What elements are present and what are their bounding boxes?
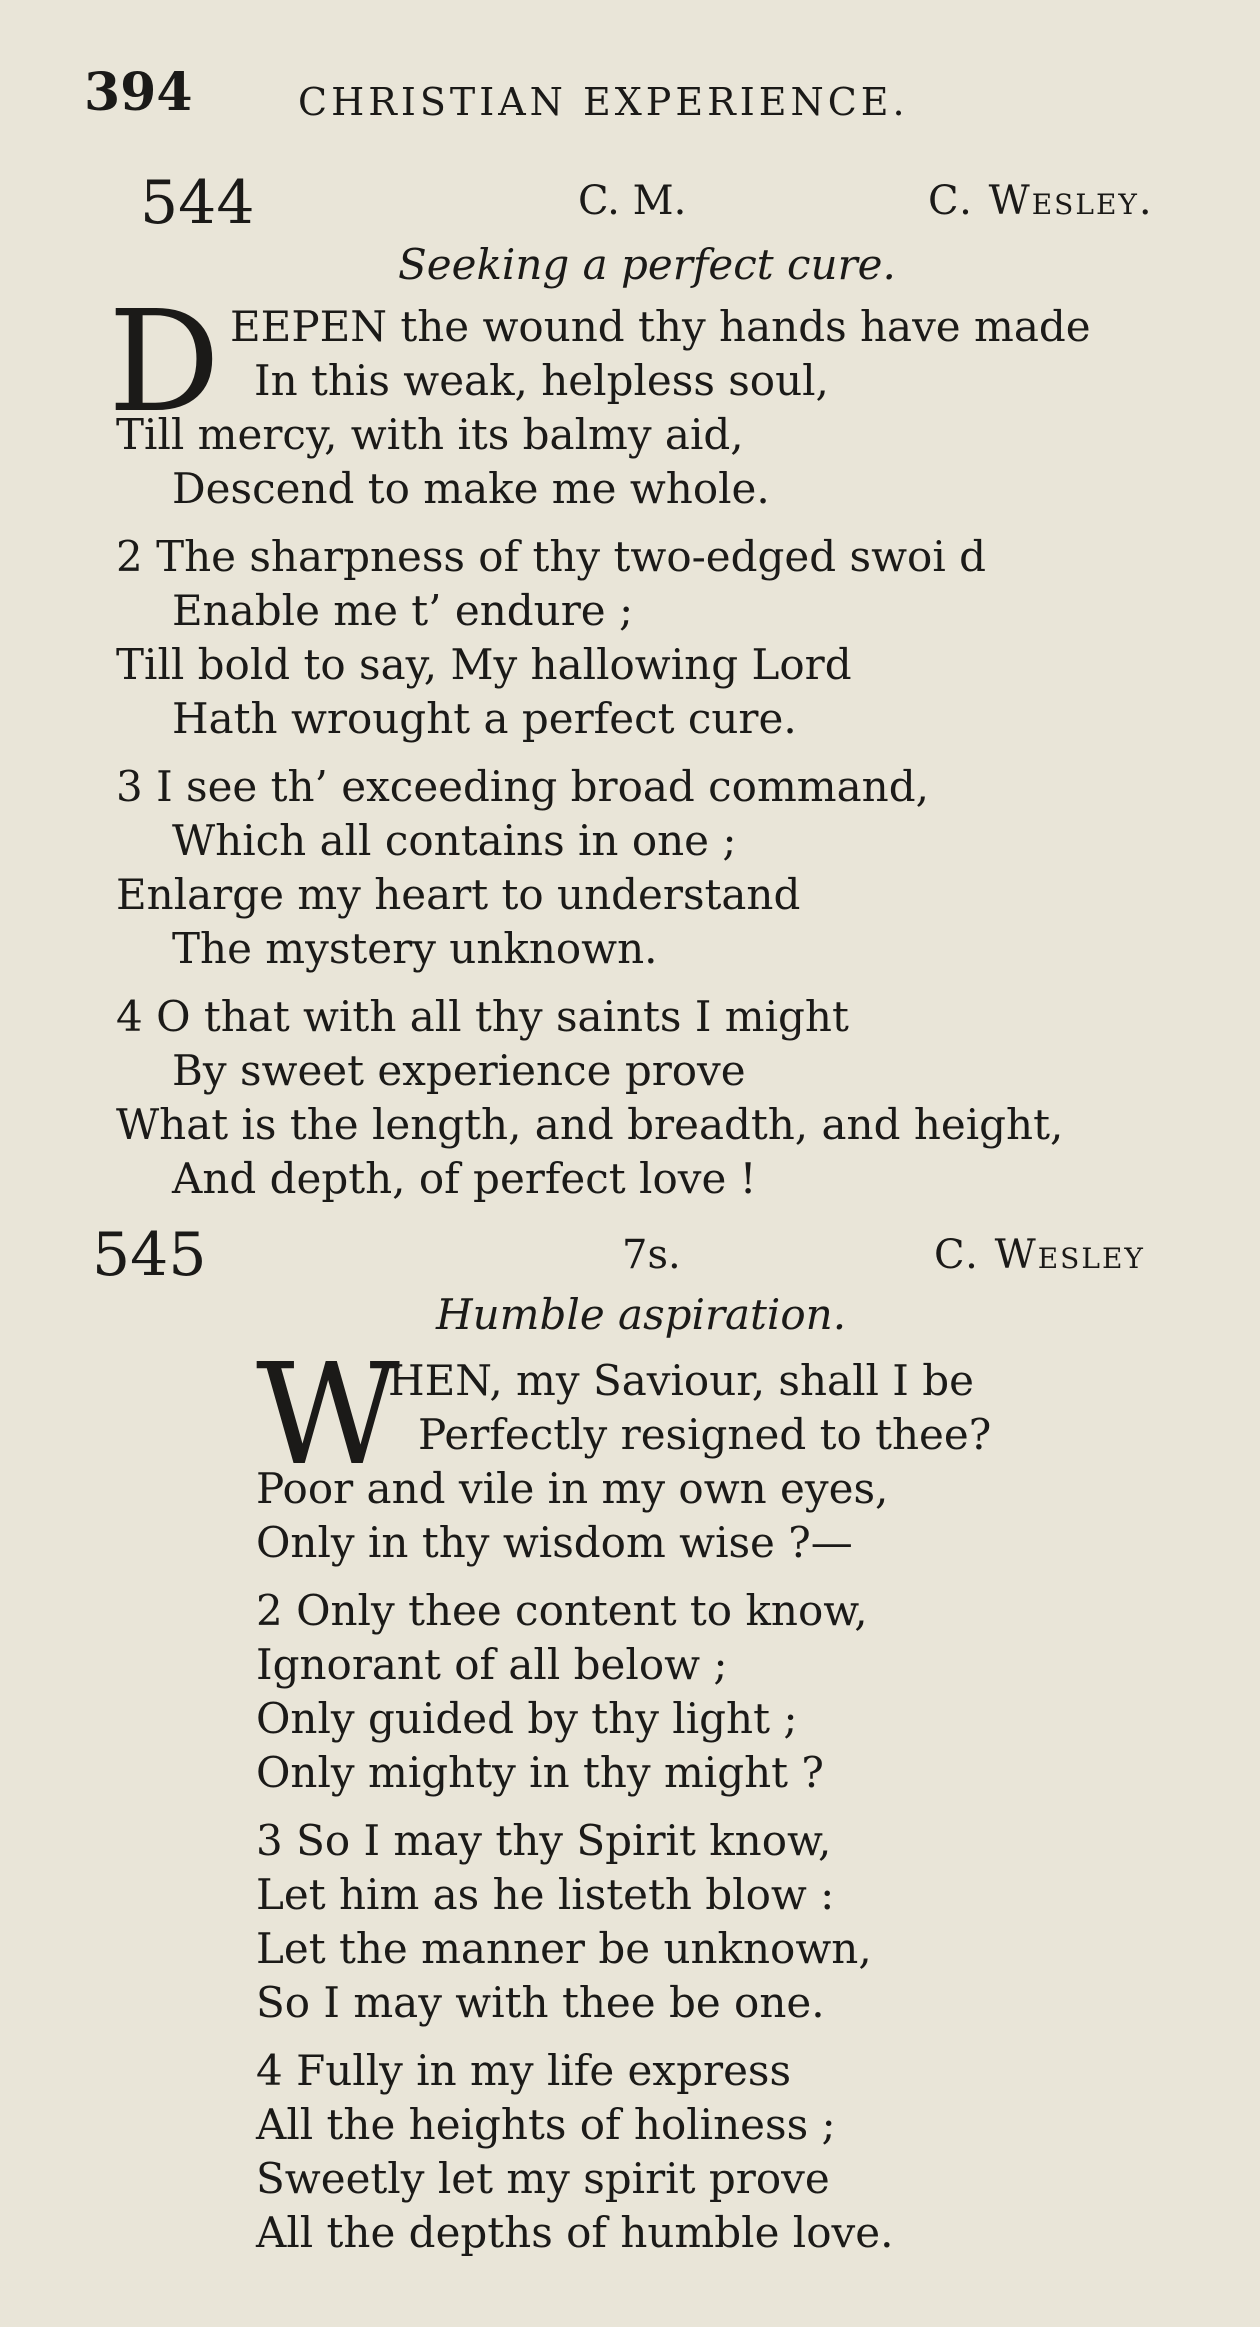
hymn-line: All the heights of holiness ; [256,2100,836,2149]
hymn-line: In this weak, helpless soul, [254,356,829,405]
hymn-line: Hath wrought a perfect cure. [172,694,797,743]
hymn-line: HEN, my Saviour, shall I be [388,1356,974,1405]
hymn-author: C. Wesley [934,1232,1145,1278]
hymn-line: All the depths of humble love. [256,2208,894,2257]
hymn-line: 3 So I may thy Spirit know, [256,1816,832,1865]
hymn-meter: C. M. [578,178,687,224]
hymn-author: C. Wesley. [928,178,1154,224]
hymn-line: Enable me t’ endure ; [172,586,634,635]
hymn-line: By sweet experience prove [172,1046,746,1095]
hymn-line: Which all contains in one ; [172,816,737,865]
running-title: CHRISTIAN EXPERIENCE. [298,80,909,124]
hymn-line: The mystery unknown. [172,924,658,973]
hymn-subtitle: Seeking a perfect cure. [398,240,896,289]
hymn-line: So I may with thee be one. [256,1978,825,2027]
hymn-line: Perfectly resigned to thee? [418,1410,992,1459]
drop-cap: D [108,281,221,444]
hymn-line: 2 The sharpness of thy two-edged swoi d [116,532,986,581]
drop-cap: W [256,1334,400,1497]
hymn-line: Only guided by thy light ; [256,1694,798,1743]
hymn-number: 544 [140,168,255,238]
hymn-line: Let him as he listeth blow : [256,1870,835,1919]
hymn-line: 4 Fully in my life express [256,2046,792,2095]
hymn-line: EEPEN the wound thy hands have made [230,302,1091,351]
hymn-subtitle: Humble aspiration. [436,1290,847,1339]
hymn-line: Till bold to say, My hallowing Lord [116,640,852,689]
hymn-line: Descend to make me whole. [172,464,770,513]
hymn-line: Till mercy, with its balmy aid, [116,410,744,459]
hymn-line: Only in thy wisdom wise ?— [256,1518,853,1567]
hymn-line: 3 I see th’ exceeding broad command, [116,762,929,811]
hymn-line: Enlarge my heart to understand [116,870,801,919]
page-number: 394 [84,62,193,123]
hymn-line: What is the length, and breadth, and height, [116,1100,1064,1149]
hymn-line: And depth, of perfect love ! [172,1154,757,1203]
hymn-line: Sweetly let my spirit prove [256,2154,830,2203]
hymn-line: 4 O that with all thy saints I might [116,992,849,1041]
hymn-number: 545 [92,1220,207,1290]
hymn-line: Let the manner be unknown, [256,1924,872,1973]
hymn-line: Poor and vile in my own eyes, [256,1464,889,1513]
hymn-line: 2 Only thee content to know, [256,1586,868,1635]
hymn-line: Ignorant of all below ; [256,1640,728,1689]
hymn-line: Only mighty in thy might ? [256,1748,824,1797]
hymn-meter: 7s. [622,1232,681,1278]
